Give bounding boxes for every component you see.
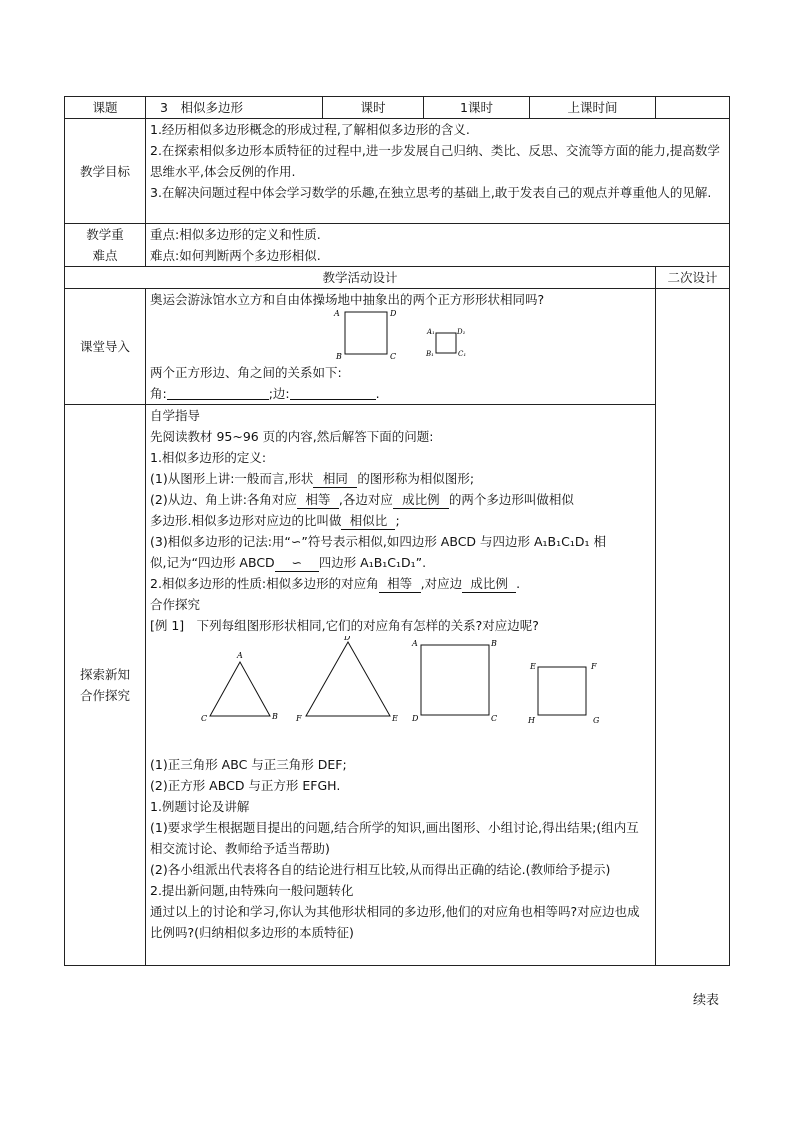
discussion-1b: (2)各小组派出代表将各自的结论进行相互比较,从而得出正确的结论.(教师给予提示)	[150, 862, 611, 877]
period-value: 1课时	[424, 97, 530, 119]
intro-content	[146, 289, 656, 405]
topic-label: 课题	[65, 97, 146, 119]
sq4-label-g: G	[593, 716, 600, 725]
tri2-label-d: D	[344, 636, 351, 642]
sq1-label-b: B	[336, 352, 342, 361]
answer-angles-equal: 相等	[297, 492, 339, 509]
intro-label: 课堂导入	[65, 289, 146, 405]
question-1b: (2)从边、角上讲:各角对应 相等 ,各边对应 成比例 的两个多边形叫做相似	[150, 492, 574, 507]
focus-point: 重点:相似多边形的定义和性质.	[150, 227, 321, 242]
question-1c-cont: 似,记为“四边形 ABCD ∽ 四边形 A₁B₁C₁D₁”.	[150, 555, 427, 570]
square-abcd	[345, 312, 387, 354]
discussion-1a: (1)要求学生根据题目提出的问题,结合所学的知识,画出图形、小组讨论,得出结果;(组内互相交流讨论、教师给予适当帮助)	[150, 820, 639, 856]
answer-similarity-ratio: 相似比	[341, 513, 395, 530]
side-blank	[290, 385, 376, 400]
sq3-label-d: D	[412, 714, 419, 723]
answer-corr-sides: 成比例	[462, 576, 516, 593]
class-time-label: 上课时间	[530, 97, 656, 119]
objectives-label: 教学目标	[65, 119, 146, 224]
answer-same-shape: 相同	[313, 471, 357, 488]
intro-relation: 两个正方形边、角之间的关系如下:	[150, 365, 342, 380]
tri1-label-b: B	[272, 712, 278, 721]
question-1c: (3)相似多边形的记法:用“∽”符号表示相似,如四边形 ABCD 与四边形 A₁B₁C₁D₁ 相	[150, 534, 606, 549]
keypoints-content	[146, 224, 730, 267]
question-1: 1.相似多边形的定义:	[150, 450, 267, 465]
objective-1: 1.经历相似多边形概念的形成过程,了解相似多边形的含义.	[150, 122, 470, 137]
triangle-def	[306, 642, 390, 716]
class-time-value	[656, 97, 730, 119]
sq4-label-h: H	[528, 716, 535, 725]
objectives-content	[146, 119, 730, 224]
tri2-label-e: E	[392, 714, 398, 723]
sq2-label-d1: D₁	[457, 328, 466, 336]
topic-value: 3 相似多边形	[146, 97, 323, 119]
tri2-label-f: F	[296, 714, 302, 723]
intro-squares-figure	[150, 308, 650, 362]
lesson-plan-table	[64, 96, 730, 966]
problem-1: (1)正三角形 ABC 与正三角形 DEF;	[150, 757, 347, 772]
cooperation-title: 合作探究	[150, 597, 201, 612]
sq2-label-a1: A₁	[427, 328, 435, 336]
explore-label: 探索新知合作探究	[65, 405, 146, 966]
square-a1b1c1d1	[436, 333, 456, 353]
question-2: 2.相似多边形的性质:相似多边形的对应角 相等 ,对应边 成比例 .	[150, 576, 521, 591]
tri1-label-c: C	[201, 714, 208, 723]
tri1-label-a: A	[237, 651, 243, 660]
sq1-label-d: D	[390, 309, 397, 318]
question-1b-cont: 多边形.相似多边形对应边的比叫做 相似比 ;	[150, 513, 400, 528]
continued-label: 续表	[693, 993, 720, 1008]
angle-blank	[167, 385, 269, 400]
sq2-label-b1: B₁	[426, 350, 434, 358]
period-label: 课时	[323, 97, 424, 119]
sq1-label-c: C	[390, 352, 397, 361]
square-efgh	[538, 667, 586, 715]
discussion-1: 1.例题讨论及讲解	[150, 799, 250, 814]
square-abcd-example	[421, 645, 489, 715]
objective-2: 2.在探索相似多边形本质特征的过程中,进一步发展自己归纳、类比、反思、交流等方面的能力,提高数学思维水平,体会反例的作用.	[150, 143, 720, 179]
answer-sides-proportional: 成比例	[393, 492, 449, 509]
triangle-abc	[210, 662, 270, 716]
objective-3: 3.在解决问题过程中体会学习数学的乐趣,在独立思考的基础上,敢于发表自己的观点并尊重他人的见解.	[150, 185, 712, 200]
design-title: 教学活动设计	[65, 267, 656, 289]
read-instruction: 先阅读教材 95~96 页的内容,然后解答下面的问题:	[150, 429, 434, 444]
sq2-label-c1: C₁	[458, 350, 467, 358]
self-study-title: 自学指导	[150, 408, 201, 423]
sq4-label-e: E	[530, 662, 536, 671]
difficulty-point: 难点:如何判断两个多边形相似.	[150, 248, 321, 263]
sq3-label-c: C	[491, 714, 498, 723]
intro-question: 奥运会游泳馆水立方和自由体操场地中抽象出的两个正方形形状相同吗?	[150, 292, 545, 307]
discussion-2: 2.提出新问题,由特殊向一般问题转化	[150, 883, 354, 898]
intro-answer-line: 角: ;边: .	[150, 386, 380, 401]
sq3-label-b: B	[491, 639, 497, 648]
answer-corr-angles: 相等	[379, 576, 421, 593]
question-1a: (1)从图形上讲:一般而言,形状 相同 的图形称为相似图形;	[150, 471, 475, 486]
explore-content	[146, 405, 656, 966]
second-design-title: 二次设计	[656, 267, 730, 289]
example-1: [例 1] 下列每组图形形状相同,它们的对应角有怎样的关系?对应边呢?	[150, 618, 539, 633]
sq3-label-a: A	[412, 639, 418, 648]
example-figures	[150, 636, 650, 754]
sq4-label-f: F	[591, 662, 597, 671]
answer-similar-symbol: ∽	[275, 555, 319, 572]
discussion-2a: 通过以上的讨论和学习,你认为其他形状相同的多边形,他们的对应角也相等吗?对应边也成比例吗?(归纳相似多边形的本质特征)	[150, 904, 640, 940]
second-design-cell	[656, 289, 730, 966]
problem-2: (2)正方形 ABCD 与正方形 EFGH.	[150, 778, 341, 793]
keypoints-label: 教学重难点	[65, 224, 146, 267]
sq1-label-a: A	[334, 309, 340, 318]
